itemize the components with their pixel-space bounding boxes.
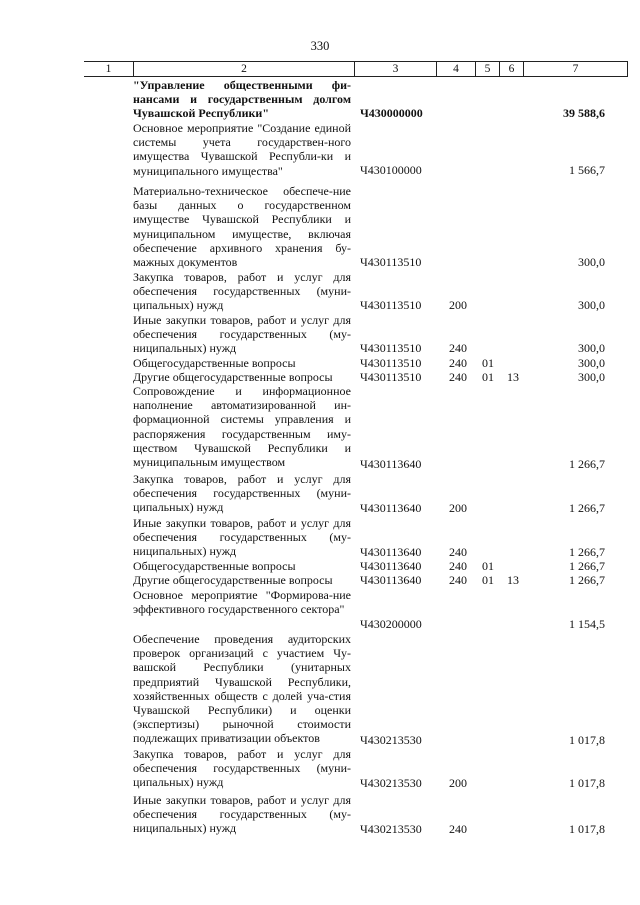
row-amount: 1 017,8: [569, 733, 605, 747]
row-title: Иные закупки товаров, работ и услуг для обеспечения государственных (му-ниципальных) нужд: [133, 516, 351, 559]
row-amount: 300,0: [578, 370, 605, 384]
row-code: Ч430113510: [360, 255, 422, 269]
row-amount: 1 266,7: [569, 559, 605, 573]
row-code: Ч430113640: [360, 545, 422, 559]
row-amount: 300,0: [578, 341, 605, 355]
row-title: Основное мероприятие "Формирова-ние эффективного государственного сектора": [133, 588, 351, 617]
header-col-2: 2: [133, 62, 354, 76]
row-pr: 13: [507, 573, 519, 587]
header-col-6: 6: [499, 62, 523, 76]
row-title: Закупка товаров, работ и услуг для обеспечения государственных (муни-ципальных) нужд: [133, 270, 351, 313]
row-rz: 01: [482, 356, 494, 370]
row-rz: 01: [482, 370, 494, 384]
table-row: [0, 793, 640, 836]
row-title: Другие общегосударственные вопросы: [133, 370, 333, 384]
row-title: Закупка товаров, работ и услуг для обеспечения государственных (муни-ципальных) нужд: [133, 472, 351, 515]
row-code: Ч430200000: [360, 617, 422, 631]
table-row: [0, 270, 640, 313]
header-col-5: 5: [475, 62, 499, 76]
row-title: Обеспечение проведения аудиторских проверок организаций с участием Чу-вашской Республики (унитарных предприятий Чувашской Республики, хозяйственных обществ с долей уча-стия Чувашской Республики) и оценки (экспертизы) рыночной стоимости подлежащих приватизации объектов: [133, 632, 351, 746]
row-amount: 1 266,7: [569, 457, 605, 471]
row-vr: 240: [449, 545, 467, 559]
row-code: Ч430113510: [360, 341, 422, 355]
row-amount: 1 154,5: [569, 617, 605, 631]
row-title: Общегосударственные вопросы: [133, 356, 296, 370]
row-rz: 01: [482, 573, 494, 587]
row-code: Ч430000000: [360, 106, 423, 120]
row-title: Иные закупки товаров, работ и услуг для обеспечения государственных (му-ниципальных) нужд: [133, 793, 351, 836]
row-rz: 01: [482, 559, 494, 573]
row-vr: 240: [449, 356, 467, 370]
header-col-1: 1: [105, 63, 112, 75]
row-amount: 1 266,7: [569, 573, 605, 587]
row-title: Другие общегосударственные вопросы: [133, 573, 333, 587]
row-amount: 1 017,8: [569, 822, 605, 836]
header-col-4: 4: [436, 62, 475, 76]
table-row: [0, 384, 640, 470]
row-code: Ч430100000: [360, 163, 422, 177]
table-row: [0, 356, 640, 370]
table-row: [0, 632, 640, 746]
row-amount: 1 017,8: [569, 776, 605, 790]
row-vr: 200: [449, 776, 467, 790]
row-amount: 1 266,7: [569, 545, 605, 559]
table-row: [0, 184, 640, 270]
row-amount: 300,0: [578, 298, 605, 312]
header-col-7: 7: [523, 62, 628, 76]
row-title: "Управление общественными фи-нансами и государственным долгом Чувашской Республики": [133, 78, 351, 121]
row-title: Основное мероприятие "Создание единой системы учета государствен-ного имущества Чувашской Республи-ки и муниципального имущества": [133, 121, 351, 178]
table-row: [0, 516, 640, 559]
row-code: Ч430213530: [360, 776, 422, 790]
table-row: [0, 573, 640, 587]
table-header: [84, 61, 628, 77]
row-amount: 300,0: [578, 356, 605, 370]
row-amount: 39 588,6: [563, 106, 605, 120]
row-vr: 240: [449, 573, 467, 587]
row-code: Ч430113640: [360, 501, 422, 515]
row-code: Ч430113640: [360, 457, 422, 471]
row-title: Общегосударственные вопросы: [133, 559, 296, 573]
row-amount: 1 566,7: [569, 163, 605, 177]
row-code: Ч430113640: [360, 559, 422, 573]
row-vr: 200: [449, 501, 467, 515]
row-vr: 240: [449, 822, 467, 836]
page-number: 330: [310, 39, 330, 53]
table-row: [0, 747, 640, 790]
row-amount: 300,0: [578, 255, 605, 269]
row-title: Сопровождение и информационное наполнение автоматизированной ин-формационной системы управления и распоряжения государственным иму-ществом Чувашской Республики и муниципальным имуществом: [133, 384, 351, 470]
row-code: Ч430213530: [360, 733, 422, 747]
row-vr: 240: [449, 559, 467, 573]
table-row: [0, 121, 640, 178]
row-code: Ч430113510: [360, 356, 422, 370]
row-title: Иные закупки товаров, работ и услуг для обеспечения государственных (му-ниципальных) нужд: [133, 313, 351, 356]
table-row: [0, 559, 640, 573]
table-row: [0, 588, 640, 631]
row-code: Ч430113510: [360, 370, 422, 384]
table-row: [0, 78, 640, 121]
row-title: Закупка товаров, работ и услуг для обеспечения государственных (муни-ципальных) нужд: [133, 747, 351, 790]
table-row: [0, 370, 640, 384]
row-title: Материально-техническое обеспече-ние базы данных о государственном имуществе Чувашской Республики и муниципальном имуществе, включая обеспечение архивного хранения бу-мажных документов: [133, 184, 351, 270]
row-amount: 1 266,7: [569, 501, 605, 515]
row-code: Ч430113640: [360, 573, 422, 587]
row-pr: 13: [507, 370, 519, 384]
table-row: [0, 472, 640, 515]
row-code: Ч430113510: [360, 298, 422, 312]
row-vr: 240: [449, 341, 467, 355]
table-row: [0, 313, 640, 356]
header-col-3: 3: [354, 62, 436, 76]
row-code: Ч430213530: [360, 822, 422, 836]
row-vr: 200: [449, 298, 467, 312]
row-vr: 240: [449, 370, 467, 384]
